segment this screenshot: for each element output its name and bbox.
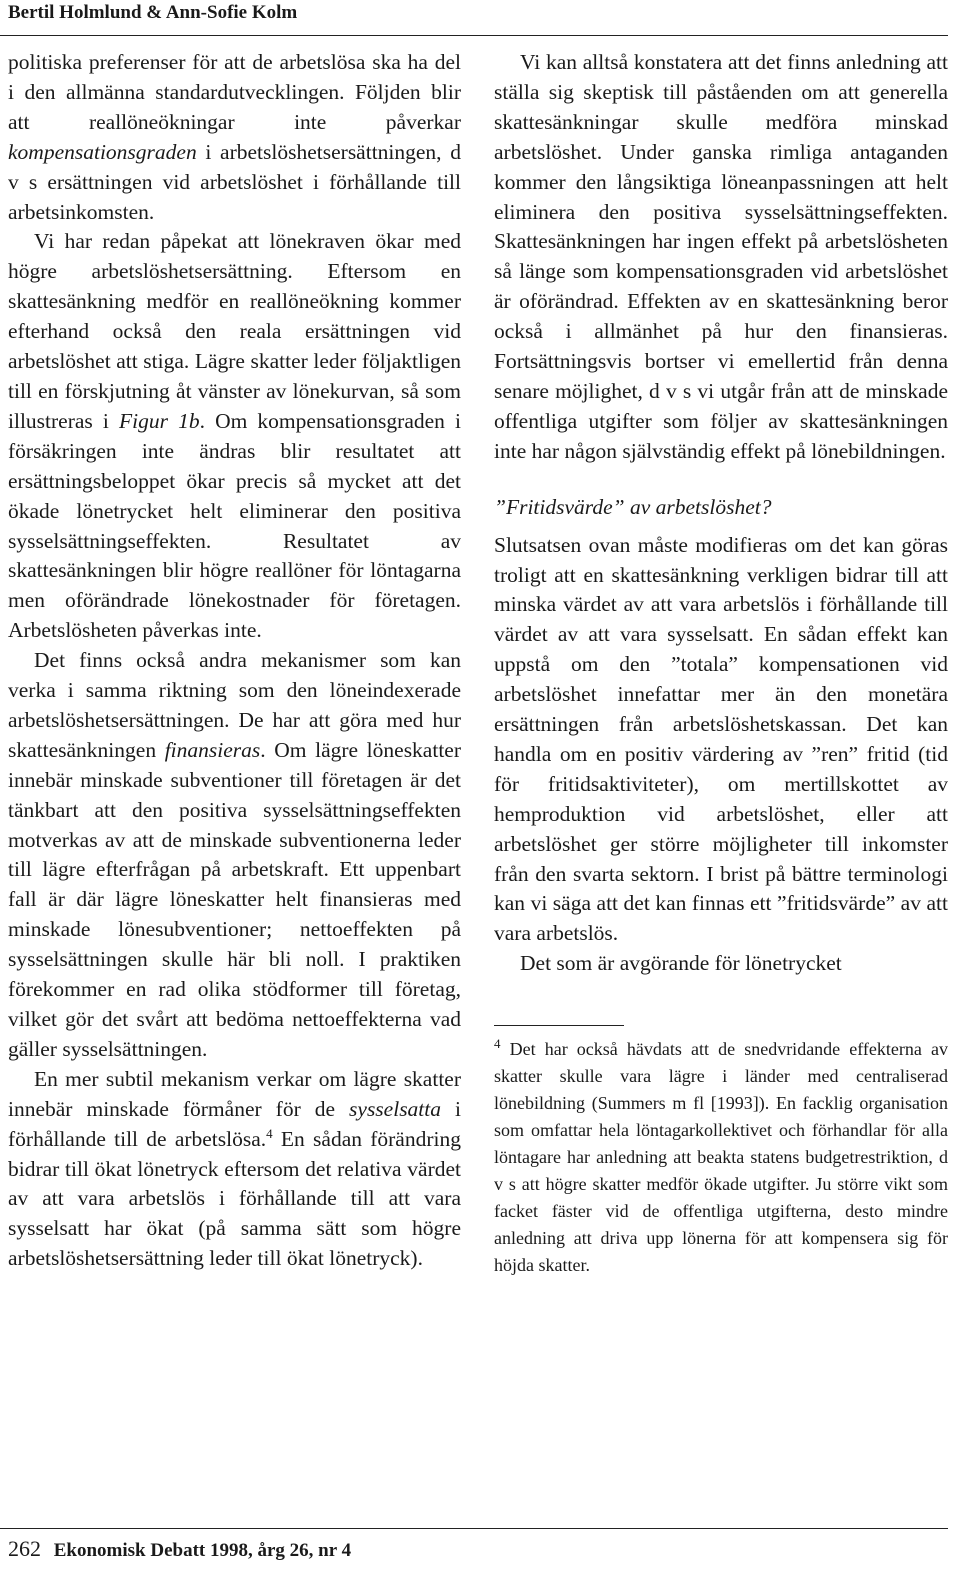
footnote-ref: 4: [266, 1125, 273, 1141]
paragraph: Det som är avgörande för lönetrycket: [520, 951, 842, 976]
running-header: Bertil Holmlund & Ann-Sofie Kolm: [8, 2, 298, 23]
paragraph: En mer subtil mekanism verkar om lägre skatter innebär minskade förmåner för de sysselsatta i förhållande till de arbetslösa.$^4$ En sådan förändring bidrar till ökat lönetryck eftersom det relativa värdet av att vara arbetslös i förhållande till att vara sysselsatt har ökat (på samma sätt som högre arbetslöshetsersättning leder till ökat lönetryck).: [8, 1066, 461, 1271]
paragraph: Slutsatsen ovan måste modifieras om det kan göras troligt att en skattesänkning verkligen bidrar till att minska värdet av att vara arbetslös i förhållande till värdet av att vara sysselsatt. En sådan effekt kan uppstå om den ”totala” kompensationen vid arbetslöshet innefattar mer än den monetära ersättningen från arbetslöshetskassan. Det kan handla om en positiv värdering av ”ren” fritid (tid för fritidsaktiviteter), om mertillskottet av hemproduktion vid arbetslöshet, eller att arbetslöshet ger större möjligheter till inkomster från den svarta sektorn. I brist på bättre terminologi kan vi säga att det kan finnas ett ”fritidsvärde” av att vara arbetslös.: [494, 532, 948, 946]
page-number: 262: [8, 1536, 41, 1561]
footnote-divider: [494, 1025, 624, 1026]
paragraph: politiska preferenser för att de arbetslösa ska ha del i den allmänna standardutvecklingen. Följden blir att reallöneökningar inte påverkar kompensationsgraden i arbetslöshetsersättningen, d v s ersättningen vid arbetslöshet i förhållande till arbetsinkomsten.: [8, 50, 461, 224]
paragraph: Det finns också andra mekanismer som kan verka i samma riktning som den löneindexerade arbetslöshetsersättningen. De har att göra med hur skattesänkningen finansieras. Om lägre löneskatter innebär minskade subventioner till företagen är det tänkbart att den positiva sysselsättningseffekten motverkas av att de minskade subventionerna leder till lägre efterfrågan på arbetskraft. Ett uppenbart fall är där lägre löneskatter helt finansieras med minskade lönesubventioner; nettoeffekten på sysselsättningen skulle här bli noll. I praktiken förekommer en rad olika stödformer till företag, vilket gör det svårt att bedöma nettoeffekterna vad gäller sysselsättningen.: [8, 648, 462, 1061]
paragraph: Vi har redan påpekat att lönekraven ökar med högre arbetslöshetsersättning. Eftersom en skattesänkning medför en reallöneökning kommer efterhand också den reala ersättningen vid arbetslöshet att stiga. Lägre skatter leder följaktligen till en förskjutning åt vänster av lönekurvan, så som illustreras i Figur 1b. Om kompensationsgraden i försäkringen inte ändras blir resultatet att ersättningsbeloppet ökar precis så mycket att det ökade lönetrycket helt eliminerar den positiva sysselsättningseffekten. Resultatet av skattesänkningen blir högre reallöner för löntagarna men oförändrade lönekostnader för företagen. Arbetslösheten påverkas inte.: [8, 229, 461, 643]
section-heading: ”Fritidsvärde” av arbetslöshet?: [494, 494, 772, 519]
running-footer: [8, 1536, 351, 1562]
header-divider: [0, 35, 948, 36]
left-column: [8, 48, 461, 1274]
paragraph: Vi kan alltså konstatera att det finns anledning att ställa sig skeptisk till påståenden om att generella skattesänkningar skulle medföra minskad arbetslöshet. Under ganska rimliga antaganden kommer den långsiktiga löneanpassningen att helt eliminera den positiva sysselsättningseffekten. Skattesänkningen har ingen effekt på arbetslösheten så länge som kompensationsgraden vid arbetslöshet är oförändrad. Effekten av en skattesänkning beror också i allmänhet på hur den finansieras. Fortsättningsvis bortser vi emellertid från denna senare möjlighet, d v s vi utgår från att de minskade offentliga utgifter som följer av skattesänkningen inte har någon självständig effekt på lönebildningen.: [494, 50, 948, 463]
footnote: $^4$ Det har också hävdats att de snedvridande effekterna av skatter skulle vara lägre i länder med centraliserad lönebildning (Summers m fl [1993]). En facklig organisation som omfattar hela löntagarkollektivet och förhandlar för alla löntagare har anledning att beakta statens budgetrestriktion, d v s att högre skatter medför ökade utgifter. Ju större vikt som facket fäster vid de offentliga utgifterna, desto mindre anledning att driva upp lönerna för att kompensera sig för höjda skatter.: [494, 1036, 948, 1276]
journal-title: Ekonomisk Debatt 1998, årg 26, nr 4: [53, 1540, 352, 1561]
right-column: [494, 48, 948, 1279]
footer-divider: [0, 1528, 948, 1529]
